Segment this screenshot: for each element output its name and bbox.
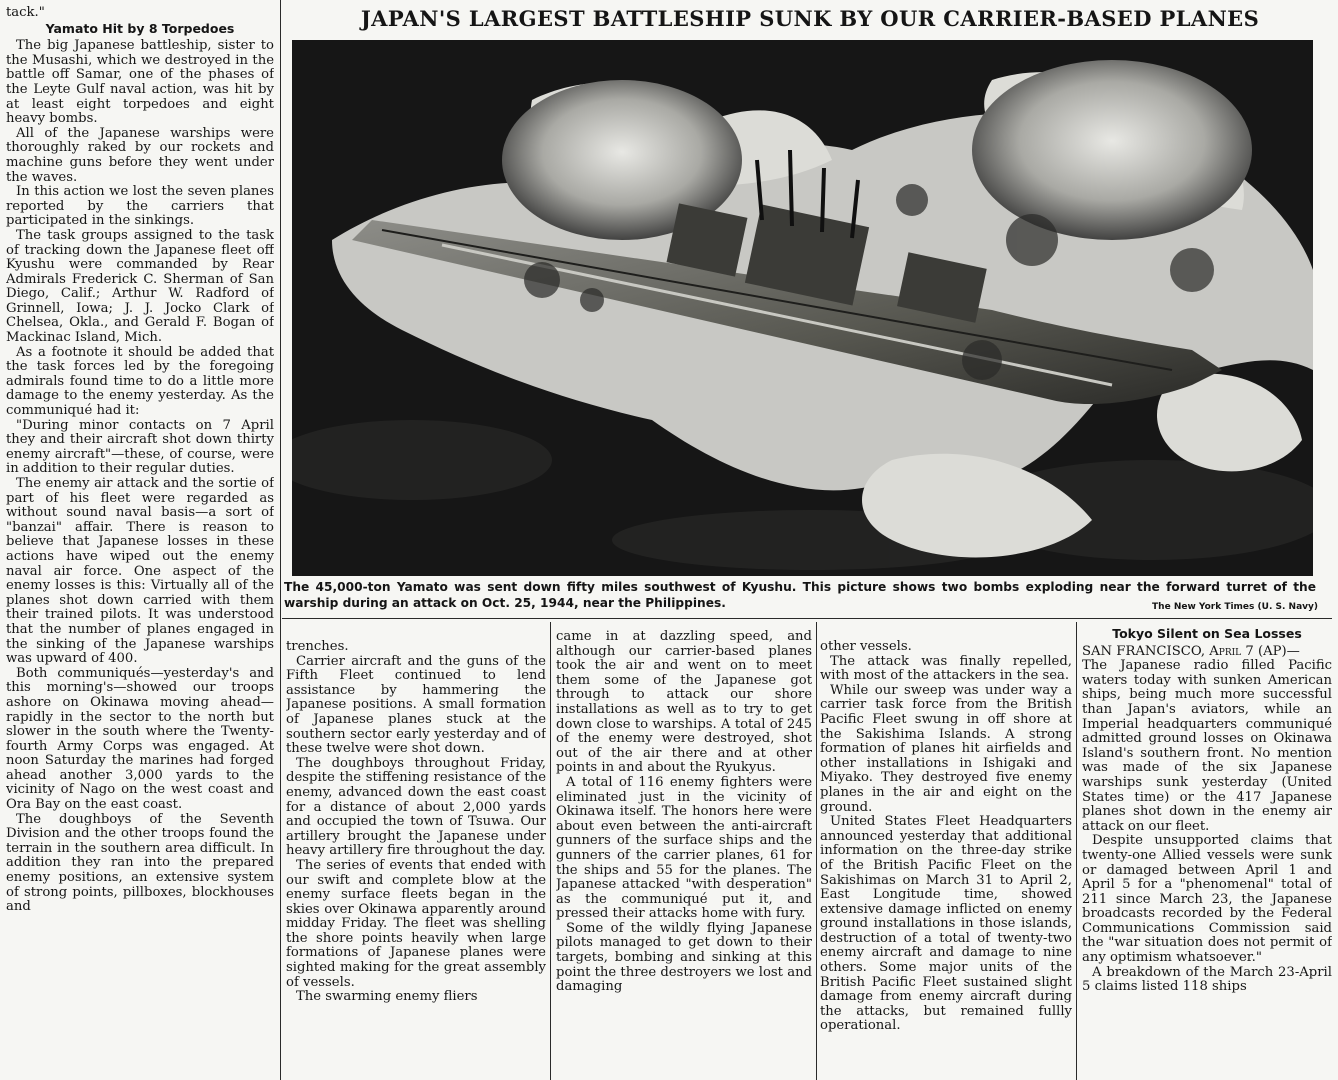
paragraph: United States Fleet Headquarters announced yesterday that additional information on the three-day strike of the British Pacific Fleet on the Sakishimas on March 31 to April 2, East Longitude time, showed extensive damage inflicted on enemy ground installations in those islands, destruction of a total of twenty-two enemy aircraft and damage to nine others. Some major units of the British Pacific Fleet sustained slight damage from enemy aircraft during the attacks, but remained fullly operational. <box>820 814 1072 1034</box>
column-5 <box>1082 626 1332 1080</box>
subhead-tokyo: Tokyo Silent on Sea Losses <box>1112 626 1302 641</box>
dateline: SAN FRANCISCO, April 7 (AP)— <box>1082 643 1300 659</box>
column-rule <box>280 0 281 1080</box>
paragraph: In this action we lost the seven planes reported by the carriers that participated in the sinkings. <box>6 184 274 229</box>
paragraph: A total of 116 enemy fighters were eliminated just in the vicinity of Okinawa itself. The honors here were about even between the anti-aircraft gunners of the surface ships and the gunners of the carrier planes, 61 for the ships and 55 for the planes. The Japanese attacked "with desperation" as the communiqué put it, and pressed their attacks home with fury. <box>556 774 812 922</box>
paragraph: The doughboys of the Seventh Division and the other troops found the terrain in the southern area difficult. In addition they ran into the prepared enemy positions, an extensive system of strong points, pillboxes, blockhouses and <box>6 811 274 915</box>
column-rule <box>550 622 551 1080</box>
paragraph: Both communiqués—yesterday's and this morning's—showed our troops ashore on Okinawa moving ahead—rapidly in the sector to the north but slower in the south where the Twenty-fourth Army Corps was engaged. At noon Saturday the marines had forged ahead another 3,000 yards to the vicinity of Nago on the west coast and Ora Bay on the east coast. <box>6 665 274 813</box>
paragraph: The series of events that ended with our swift and complete blow at the enemy surface fleets began in the skies over Okinawa apparently around midday Friday. The fleet was shelling the shore points heavily when large formations of Japanese planes were sighted making for the great assembly of vessels. <box>286 857 546 990</box>
caption-rule <box>282 618 1332 619</box>
headline: JAPAN'S LARGEST BATTLESHIP SUNK BY OUR CARRIER-BASED PLANES <box>360 6 1260 31</box>
column-4 <box>820 640 1072 1080</box>
paragraph: Carrier aircraft and the guns of the Fifth Fleet continued to lend assistance by hammering the Japanese positions. A small formation of Japanese planes stuck at the southern sector early yesterday and of these twelve were shot down. <box>286 653 546 757</box>
paragraph: The big Japanese battleship, sister to the Musashi, which we destroyed in the battle off Samar, one of the phases of the Leyte Gulf naval action, was hit by at least eight torpedoes and eight heavy bombs. <box>6 38 274 127</box>
paragraph: The swarming enemy fliers <box>296 989 478 1005</box>
photo-credit: The New York Times (U. S. Navy) <box>1152 602 1318 612</box>
paragraph: While our sweep was under way a carrier task force from the British Pacific Fleet swung in off shore at the Sakishima Islands. A strong formation of planes hit airfields and other installations in Ishigaki and Miyako. They destroyed five enemy planes in the air and eight on the ground. <box>820 682 1072 815</box>
paragraph: The doughboys throughout Friday, despite the stiffening resistance of the enemy, advanced down the east coast for a distance of about 2,000 yards and occupied the town of Tsuwa. Our artillery brought the Japanese under heavy artillery fire throughout the day. <box>286 755 546 859</box>
paragraph: The Japanese radio filled Pacific waters today with sunken American ships, being much more successful than Japan's aviators, while an Imperial headquarters communiqué admitted ground losses on Okinawa Island's southern front. No mention was made of the six Japanese warships sunk yesterday (United States time) or the 417 Japanese planes shot down in the enemy air attack on our fleet. <box>1082 658 1332 834</box>
column-rule <box>1076 622 1077 1080</box>
column-4-lead: other vessels. <box>820 640 912 654</box>
paragraph: The enemy air attack and the sortie of part of his fleet were regarded as without sound naval basis—a sort of "banzai" affair. There is reason to believe that Japanese losses in these actions have wiped out the enemy naval air force. One aspect of the enemy losses is this: Virtually all of the planes shot down carried with them their trained pilots. It was understood that the number of planes engaged in the sinking of the Japanese warships was upward of 400. <box>6 476 274 667</box>
paragraph: Despite unsupported claims that twenty-one Allied vessels were sunk or damaged between April 1 and April 5 for a "phenomenal" total of 211 since March 23, the Japanese broadcasts recorded by the Federal Communications Commission said the "war situation does not permit of any optimism whatsoever." <box>1082 833 1332 966</box>
column-1 <box>6 6 274 1080</box>
paragraph: Some of the wildly flying Japanese pilots managed to get down to their targets, bombing and sinking at this point the three destroyers we lost and damaging <box>556 920 812 995</box>
column-rule <box>816 622 817 1080</box>
battleship-explosion-image <box>292 40 1313 576</box>
subhead-yamato: Yamato Hit by 8 Torpedoes <box>45 20 235 36</box>
column-2 <box>286 640 546 1080</box>
battleship-photo <box>292 40 1313 576</box>
paragraph: The attack was finally repelled, with most of the attackers in the sea. <box>820 653 1072 684</box>
column-3 <box>556 630 812 1080</box>
paragraph: As a footnote it should be added that the task forces led by the foregoing admirals found time to do a little more damage to the enemy yesterday. As the communiqué had it: <box>6 344 274 419</box>
column-1-lead: tack." <box>6 6 45 20</box>
paragraph: "During minor contacts on 7 April they and their aircraft shot down thirty enemy aircraft"—these, of course, were in addition to their regular duties. <box>6 417 274 477</box>
photo-caption: The 45,000-ton Yamato was sent down fifty miles southwest of Kyushu. This picture shows two bombs exploding near the forward turret of the warship during an attack on Oct. 25, 1944, near the Philippines. <box>284 580 1316 610</box>
paragraph: The task groups assigned to the task of tracking down the Japanese fleet off Kyushu were commanded by Rear Admirals Frederick C. Sherman of San Diego, Calif.; Arthur W. Radford of Grinnell, Iowa; J. J. Jocko Clark of Chelsea, Okla., and Gerald F. Bogan of Mackinac Island, Mich. <box>6 227 274 346</box>
column-2-lead: trenches. <box>286 640 349 654</box>
column-3-lead: came in at dazzling speed, and although our carrier-based planes took the air and went on to meet them some of the Japanese got through to attack our shore installations as well as to try to get down close to warships. A total of 245 of the enemy were destroyed, shot out of the air there and at other points in and about the Ryukyus. <box>556 630 812 776</box>
paragraph: A breakdown of the March 23-April 5 claims listed 118 ships <box>1082 964 1332 995</box>
paragraph: All of the Japanese warships were thoroughly raked by our rockets and machine guns before they went under the waves. <box>6 125 274 185</box>
